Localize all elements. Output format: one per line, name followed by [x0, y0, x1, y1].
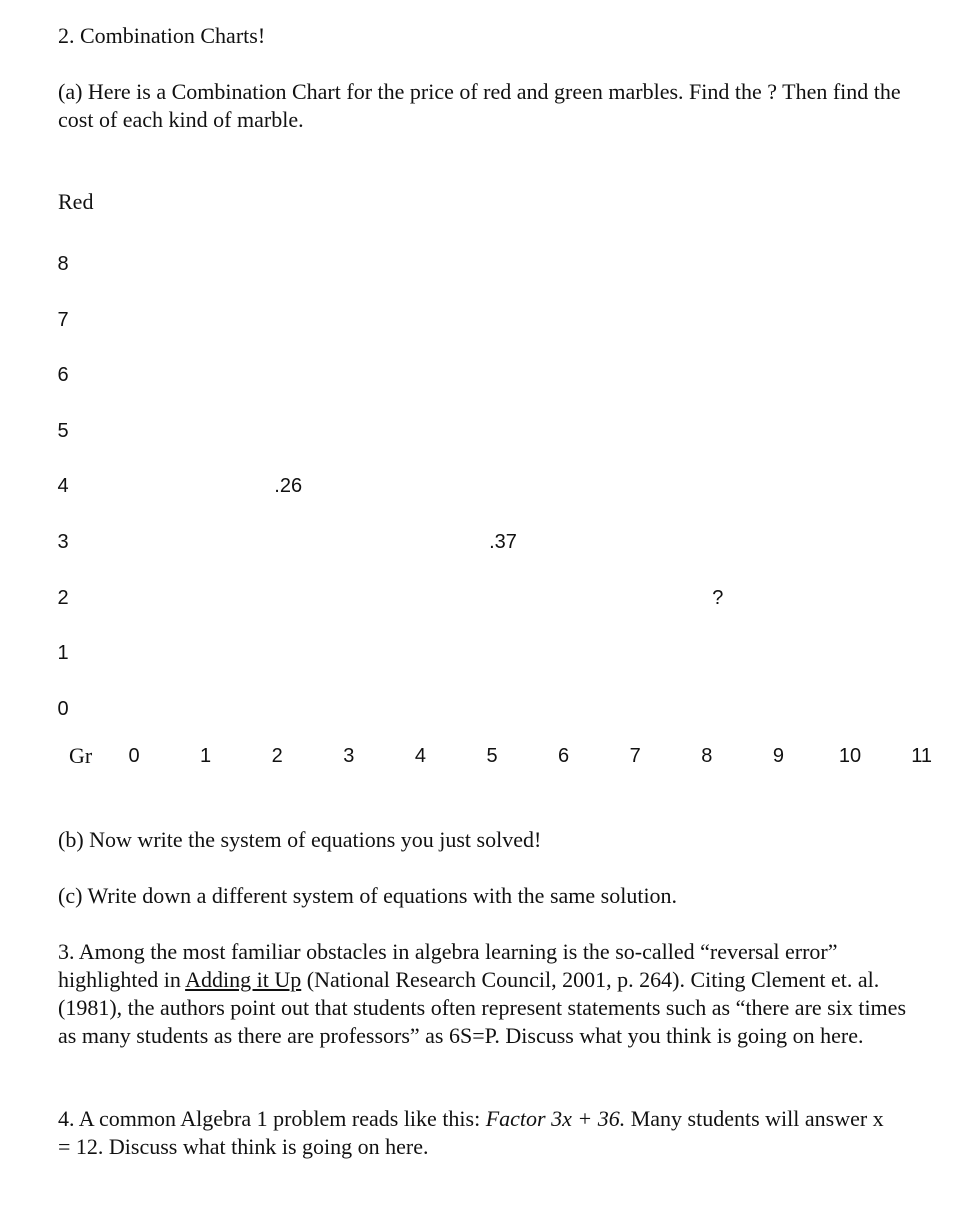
chart-price-label: .26 [274, 475, 303, 498]
green-axis-tick: 2 [271, 745, 283, 767]
green-axis-tick: 0 [128, 745, 140, 767]
question-3-text [58, 938, 920, 1050]
red-axis-tick: 0 [57, 697, 69, 720]
red-axis-tick: 8 [57, 253, 69, 275]
question-2-heading: 2. Combination Charts! [58, 23, 266, 48]
question-2a-text: (a) Here is a Combination Chart for the price of red and green marbles. Find the ? Then find the cost of each kind of marble. [58, 79, 901, 132]
green-axis-tick: 10 [838, 745, 862, 767]
chart-price-label: ? [712, 586, 724, 609]
red-axis-tick: 3 [57, 531, 69, 553]
green-axis-tick: 7 [629, 745, 641, 767]
red-axis-tick: 6 [57, 364, 69, 387]
green-axis-tick: 9 [772, 745, 784, 767]
factor-expression: Factor 3x + 36. [485, 1106, 626, 1131]
question-2c-text: (c) Write down a different system of equations with the same solution. [58, 883, 678, 908]
chart-x-axis-label: Gr [69, 743, 93, 768]
book-title: Adding it Up [185, 967, 302, 992]
green-axis-tick: 5 [486, 745, 498, 767]
question-2b-text: (b) Now write the system of equations you just solved! [58, 827, 542, 852]
green-axis-tick: 11 [911, 745, 932, 767]
red-axis-tick: 5 [57, 419, 69, 442]
question-3-text-after: (National Research Council, 2001, p. 264). Citing Clement et. al. (1981), the authors point out that students often represent statements such as “there are six times as many students as there are professors” as 6S=P. Discuss what you think is going on here. [58, 967, 906, 1048]
red-axis-tick: 1 [57, 642, 69, 665]
red-axis-tick: 2 [57, 586, 69, 609]
green-axis-tick: 4 [414, 745, 426, 767]
chart-price-label: .37 [489, 531, 517, 553]
red-axis-tick: 4 [57, 475, 69, 498]
question-4-text [58, 1105, 898, 1161]
red-axis-tick: 7 [57, 308, 69, 331]
question-4-text-before: 4. A common Algebra 1 problem reads like this: [58, 1106, 486, 1131]
green-axis-tick: 8 [701, 745, 713, 767]
question-3-text-before: 3. Among the most familiar obstacles in algebra learning is the so-called “reversal error” highlighted in [58, 939, 838, 992]
green-axis-tick: 3 [343, 745, 355, 767]
green-axis-tick: 6 [558, 745, 570, 767]
chart-y-axis-label: Red [58, 189, 94, 214]
green-axis-tick: 1 [200, 745, 212, 767]
question-4-text-after: Many students will answer x = 12. Discuss what think is going on here. [58, 1106, 884, 1159]
